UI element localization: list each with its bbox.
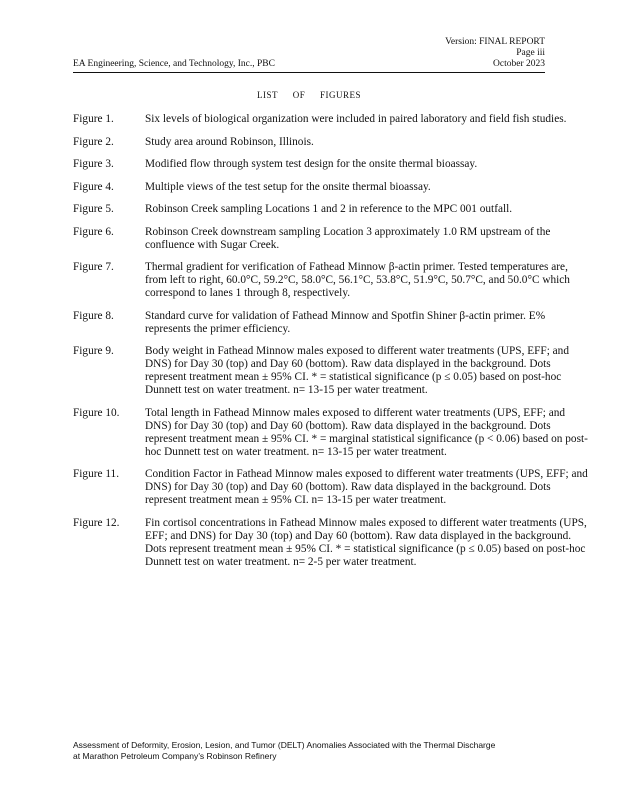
figure-number: Figure 4. <box>73 180 114 193</box>
figure-number: Figure 7. <box>73 261 114 273</box>
figure-entry[interactable] <box>73 407 588 459</box>
figure-list <box>73 113 588 578</box>
figure-number: Figure 3. <box>73 158 114 170</box>
figure-caption: Study area around Robinson, Illinois. <box>145 135 314 148</box>
figure-entry[interactable] <box>73 345 588 397</box>
version-label: Version: FINAL REPORT <box>445 37 545 47</box>
figure-caption: Robinson Creek sampling Locations 1 and 2 in reference to the MPC 001 outfall. <box>145 203 513 215</box>
page-number: Page iii <box>516 48 545 58</box>
header-right-block <box>445 37 545 70</box>
title-word-of: OF <box>292 90 306 100</box>
footer-line-1: Assessment of Deformity, Erosion, Lesion, and Tumor (DELT) Anomalies Associated with the Thermal Discharge <box>73 740 496 750</box>
figure-caption: Condition Factor in Fathead Minnow males exposed to different water treatments (UPS, EFF; and DNS) for Day 30 (top) and Day 60 (bottom). Raw data displayed in the background. Dots represent treatment mean ± 95% CI. n= 13-15 per water treatment. <box>145 468 588 506</box>
figure-entry[interactable] <box>73 158 588 171</box>
figure-caption: Total length in Fathead Minnow males exposed to different water treatments (UPS, EFF; and DNS) for Day 30 (top) and Day 60 (bottom). Raw data displayed in the background. Dots represent treatment mean ± 95% CI. * = marginal statistical significance (p < 0.06) based on post-hoc Dunnett test on water treatment. n= 13-15 per water treatment. <box>145 406 588 458</box>
figure-caption: Six levels of biological organization were included in paired laboratory and field fish studies. <box>145 113 567 125</box>
footer-line-2: at Marathon Petroleum Company’s Robinson Refinery <box>73 751 277 761</box>
figure-entry[interactable] <box>73 517 588 569</box>
header-divider <box>73 72 545 73</box>
figure-entry[interactable] <box>73 113 588 126</box>
figure-caption: Robinson Creek downstream sampling Location 3 approximately 1.0 RM upstream of the confluence with Sugar Creek. <box>145 225 551 251</box>
figure-number: Figure 10. <box>73 406 120 419</box>
title-word-figures: FIGURES <box>320 90 362 100</box>
figure-caption: Modified flow through system test design for the onsite thermal bioassay. <box>145 158 478 170</box>
figure-entry[interactable] <box>73 261 588 300</box>
document-footer <box>73 740 495 762</box>
company-name: EA Engineering, Science, and Technology, Inc., PBC <box>73 59 275 69</box>
figure-number: Figure 8. <box>73 309 114 322</box>
figure-number: Figure 11. <box>73 468 120 480</box>
figure-caption: Thermal gradient for verification of Fathead Minnow β-actin primer. Tested temperatures are, from left to right, 60.0°C, 59.2°C, 58.0°C, 56.1°C, 53.8°C, 51.9°C, 50.7°C, and 50.0°C which correspond to lanes 1 through 8, respectively. <box>145 261 570 299</box>
report-date: October 2023 <box>493 59 545 69</box>
figure-caption: Multiple views of the test setup for the onsite thermal bioassay. <box>145 180 431 193</box>
figure-number: Figure 1. <box>73 113 114 125</box>
title-word-list: LIST <box>256 90 278 100</box>
figure-entry[interactable] <box>73 310 588 336</box>
figure-number: Figure 2. <box>73 135 114 148</box>
figure-entry[interactable] <box>73 136 588 149</box>
page-title <box>0 90 618 100</box>
figure-number: Figure 6. <box>73 225 114 238</box>
figure-entry[interactable] <box>73 181 588 194</box>
figure-caption: Standard curve for validation of Fathead Minnow and Spotfin Shiner β-actin primer. E% represents the primer efficiency. <box>145 309 546 335</box>
figure-entry[interactable] <box>73 468 588 507</box>
figure-entry[interactable] <box>73 226 588 252</box>
figure-number: Figure 12. <box>73 516 120 529</box>
figure-caption: Body weight in Fathead Minnow males exposed to different water treatments (UPS, EFF; and DNS) for Day 30 (top) and Day 60 (bottom). Raw data displayed in the background. Dots represent treatment mean ± 95% CI. * = statistical significance (p ≤ 0.05) based on post-hoc Dunnett test on water treatment. n= 13-15 per water treatment. <box>145 345 569 396</box>
figure-number: Figure 9. <box>73 345 114 357</box>
figure-number: Figure 5. <box>73 203 114 215</box>
figure-caption: Fin cortisol concentrations in Fathead Minnow males exposed to different water treatments (UPS, EFF; and DNS) for Day 30 (top) and Day 60 (bottom). Raw data displayed in the background. Dots represent treatment mean ± 95% CI. * = statistical significance (p ≤ 0.05) based on post-hoc Dunnett test on water treatment. n= 2-5 per water treatment. <box>145 516 587 568</box>
figure-entry[interactable] <box>73 203 588 216</box>
